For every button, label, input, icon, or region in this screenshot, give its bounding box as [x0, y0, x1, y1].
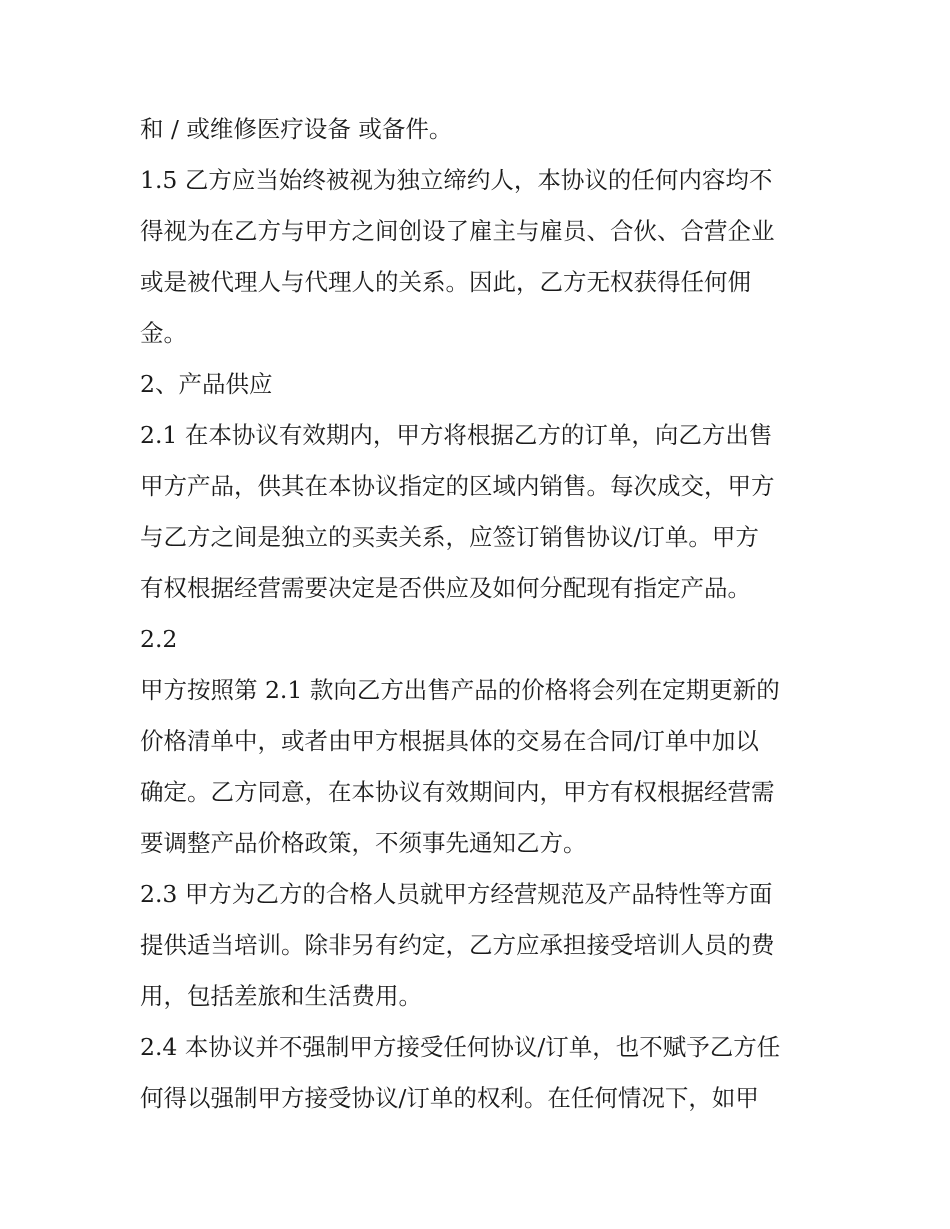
text-line: 甲方产品，供其在本协议指定的区域内销售。每次成交，甲方 [140, 472, 775, 500]
text-line: 甲方按照第 2.1 款向乙方出售产品的价格将会列在定期更新的 [140, 676, 780, 704]
text-line: 2.3 甲方为乙方的合格人员就甲方经营规范及产品特性等方面 [140, 880, 773, 908]
text-line: 2.1 在本协议有效期内，甲方将根据乙方的订单，向乙方出售 [140, 421, 773, 449]
text-line: 2.4 本协议并不强制甲方接受任何协议/订单，也不赋予乙方任 [140, 1033, 781, 1061]
text-line: 得视为在乙方与甲方之间创设了雇主与雇员、合伙、合营企业 [140, 217, 775, 245]
text-line: 确定。乙方同意，在本协议有效期间内，甲方有权根据经营需 [140, 778, 775, 806]
text-line: 或是被代理人与代理人的关系。因此，乙方无权获得任何佣 [140, 268, 751, 296]
text-line: 和 / 或维修医疗设备 或备件。 [140, 115, 453, 143]
text-line: 1.5 乙方应当始终被视为独立缔约人，本协议的任何内容均不 [140, 166, 773, 194]
text-line: 提供适当培训。除非另有约定，乙方应承担接受培训人员的费 [140, 931, 775, 959]
section-heading: 2、产品供应 [140, 370, 273, 398]
text-line: 金。 [140, 319, 187, 347]
text-line: 价格清单中，或者由甲方根据具体的交易在合同/订单中加以 [140, 727, 759, 755]
text-line: 要调整产品价格政策，不须事先通知乙方。 [140, 829, 587, 857]
document-body [140, 104, 820, 1124]
text-line: 何得以强制甲方接受协议/订单的权利。在任何情况下，如甲 [140, 1084, 759, 1112]
text-line: 与乙方之间是独立的买卖关系，应签订销售协议/订单。甲方 [140, 523, 759, 551]
clause-number: 2.2 [140, 625, 178, 653]
text-line: 用，包括差旅和生活费用。 [140, 982, 422, 1010]
text-line: 有权根据经营需要决定是否供应及如何分配现有指定产品。 [140, 574, 751, 602]
